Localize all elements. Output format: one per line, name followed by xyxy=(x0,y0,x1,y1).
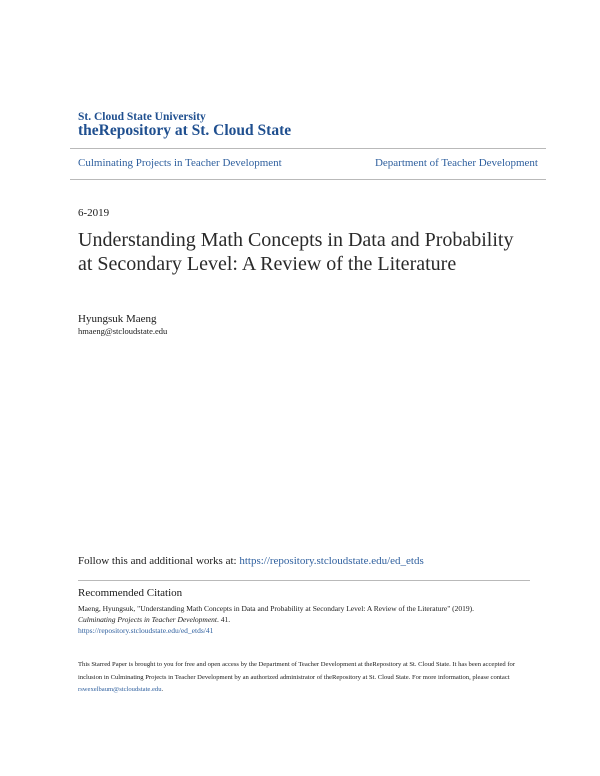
university-name: St. Cloud State University xyxy=(78,111,206,123)
citation-divider xyxy=(78,580,530,581)
notice-text: This Starred Paper is brought to you for free and open access by the Department of Teacher Development at theRepository at St. Cloud State. It has been accepted for inclusion in Culminating Projects in Teacher Development by an authorized administrator of theRepository at St. Cloud State. For more information, please contact xyxy=(78,661,516,681)
collection-link[interactable]: Culminating Projects in Teacher Development xyxy=(78,157,282,169)
citation-url[interactable]: https://repository.stcloudstate.edu/ed_etds/41 xyxy=(78,626,214,635)
bottom-divider xyxy=(70,179,546,180)
citation-line: Maeng, Hyungsuk, "Understanding Math Concepts in Data and Probability at Secondary Level: A Review of the Literature" (2019). xyxy=(78,604,475,613)
citation-heading: Recommended Citation xyxy=(78,587,183,599)
citation-suffix: . 41. xyxy=(217,615,231,624)
follow-link[interactable]: https://repository.stcloudstate.edu/ed_etds xyxy=(239,555,424,567)
publication-date: 6-2019 xyxy=(78,207,110,219)
repository-name[interactable]: theRepository at St. Cloud State xyxy=(78,122,292,139)
department-link[interactable]: Department of Teacher Development xyxy=(374,157,538,169)
notice-end: . xyxy=(161,686,164,693)
citation-text xyxy=(78,603,538,636)
top-divider xyxy=(70,148,546,149)
contact-email-link[interactable]: rswexelbaum@stcloudstate.edu xyxy=(78,686,162,693)
follow-line xyxy=(78,555,424,567)
citation-journal: Culminating Projects in Teacher Development xyxy=(78,615,218,624)
paper-title: Understanding Math Concepts in Data and Probability at Secondary Level: A Review of the Literature xyxy=(78,229,514,275)
access-notice xyxy=(78,659,540,697)
follow-prefix: Follow this and additional works at: xyxy=(78,555,240,567)
author-email: hmaeng@stcloudstate.edu xyxy=(78,326,168,336)
author-name: Hyungsuk Maeng xyxy=(78,313,157,325)
